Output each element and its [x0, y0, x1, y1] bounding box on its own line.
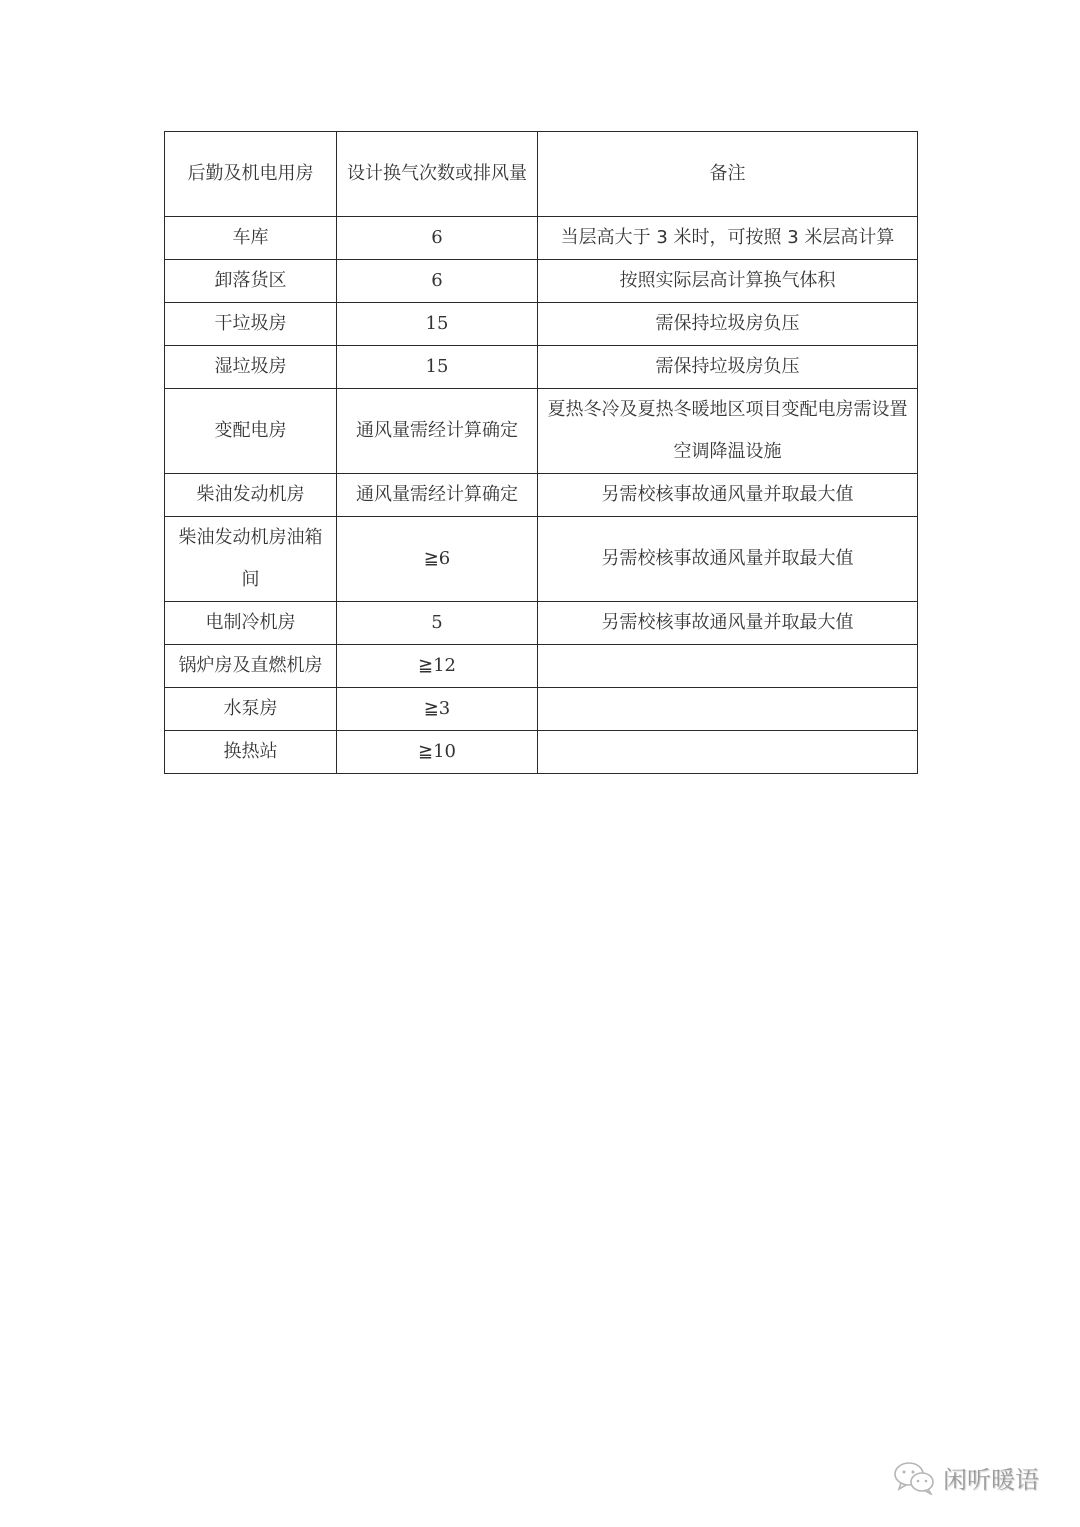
cell-room: 变配电房 — [165, 389, 337, 474]
cell-note: 夏热冬冷及夏热冬暖地区项目变配电房需设置空调降温设施 — [538, 389, 918, 474]
cell-room: 卸落货区 — [165, 260, 337, 303]
cell-rate: 通风量需经计算确定 — [337, 389, 538, 474]
cell-note: 另需校核事故通风量并取最大值 — [538, 474, 918, 517]
wechat-icon — [893, 1461, 937, 1495]
cell-room: 车库 — [165, 217, 337, 260]
cell-room: 柴油发动机房油箱间 — [165, 517, 337, 602]
table-row — [165, 688, 918, 731]
table-row — [165, 346, 918, 389]
table-row — [165, 731, 918, 774]
table-row — [165, 303, 918, 346]
table-row — [165, 645, 918, 688]
cell-room: 柴油发动机房 — [165, 474, 337, 517]
cell-note: 另需校核事故通风量并取最大值 — [538, 602, 918, 645]
cell-note — [538, 688, 918, 731]
cell-note: 需保持垃圾房负压 — [538, 303, 918, 346]
cell-rate: 6 — [337, 260, 538, 303]
cell-note — [538, 731, 918, 774]
watermark — [893, 1460, 1039, 1495]
cell-note: 当层高大于 3 米时，可按照 3 米层高计算 — [538, 217, 918, 260]
header-rate: 设计换气次数或排风量 — [337, 132, 538, 217]
cell-rate: ≧12 — [337, 645, 538, 688]
cell-rate: ≧3 — [337, 688, 538, 731]
cell-rate: ≧6 — [337, 517, 538, 602]
table-header-row — [165, 132, 918, 217]
cell-rate: ≧10 — [337, 731, 538, 774]
cell-rate: 15 — [337, 303, 538, 346]
table-row — [165, 217, 918, 260]
cell-rate: 6 — [337, 217, 538, 260]
cell-rate: 5 — [337, 602, 538, 645]
table-row — [165, 517, 918, 602]
cell-room: 水泵房 — [165, 688, 337, 731]
table-row — [165, 602, 918, 645]
cell-note — [538, 645, 918, 688]
cell-rate: 通风量需经计算确定 — [337, 474, 538, 517]
cell-note: 按照实际层高计算换气体积 — [538, 260, 918, 303]
table-row — [165, 260, 918, 303]
cell-note: 另需校核事故通风量并取最大值 — [538, 517, 918, 602]
header-note: 备注 — [538, 132, 918, 217]
table-row — [165, 474, 918, 517]
table-row — [165, 389, 918, 474]
cell-note: 需保持垃圾房负压 — [538, 346, 918, 389]
cell-room: 锅炉房及直燃机房 — [165, 645, 337, 688]
cell-room: 电制冷机房 — [165, 602, 337, 645]
watermark-text: 闲听暖语 — [943, 1466, 1039, 1494]
header-room: 后勤及机电用房 — [165, 132, 337, 217]
cell-room: 干垃圾房 — [165, 303, 337, 346]
cell-room: 湿垃圾房 — [165, 346, 337, 389]
cell-rate: 15 — [337, 346, 538, 389]
ventilation-table — [164, 131, 918, 774]
cell-room: 换热站 — [165, 731, 337, 774]
